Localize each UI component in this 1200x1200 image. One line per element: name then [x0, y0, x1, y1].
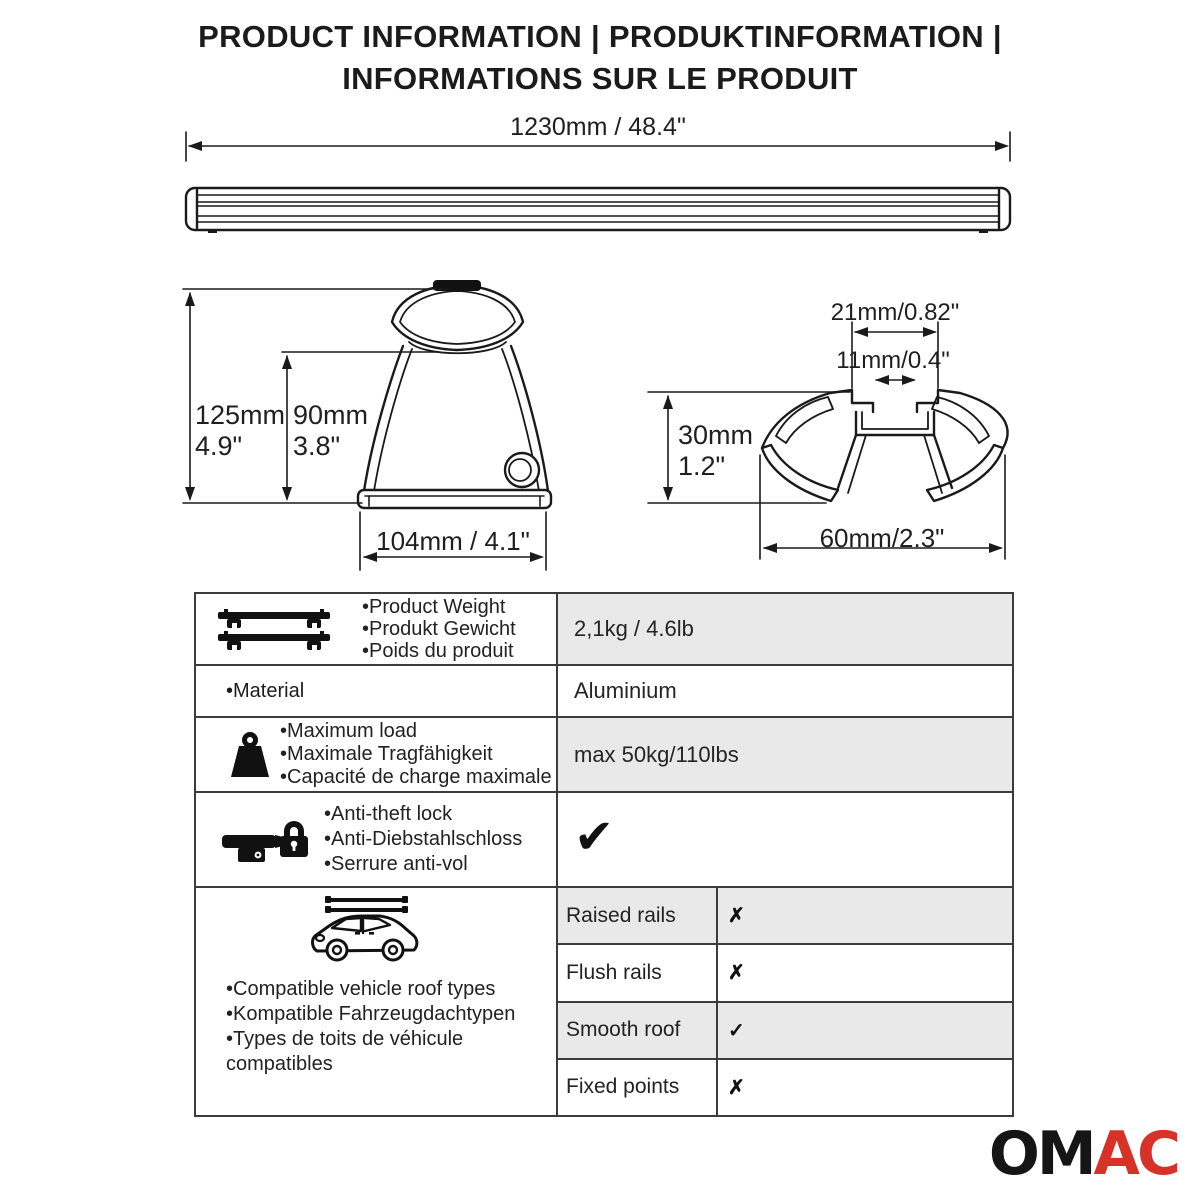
subtable-row-raised-rails: Raised rails ✗ — [558, 888, 1012, 943]
page-title-line2: INFORMATIONS SUR LE PRODUIT — [342, 61, 858, 96]
roof-types-labels: •Compatible vehicle roof types •Kompatible Fahrzeugdachtypen •Types de toits de véhicule compatibles — [226, 978, 516, 1075]
dim-label-slot-outer: 21mm/0.82" — [830, 299, 960, 326]
spec-table — [194, 592, 1014, 1117]
subtable-row-fixed-points: Fixed points ✗ — [558, 1058, 1012, 1115]
table-row-weight — [196, 594, 1012, 664]
subtable-row-flush-rails: Flush rails ✗ — [558, 943, 1012, 1000]
subtable-row-smooth-roof: Smooth roof ✓ — [558, 1001, 1012, 1058]
flush-rails-mark: ✗ — [728, 962, 745, 985]
weight-value: 2,1kg / 4.6lb — [558, 594, 1012, 664]
crossbar-top-view — [186, 188, 1010, 233]
weight-icon — [228, 731, 272, 779]
omac-logo-red: AC — [1093, 1119, 1178, 1189]
page-title-line1: PRODUCT INFORMATION | PRODUKTINFORMATION | — [198, 19, 1002, 54]
dim-label-foot-width: 104mm / 4.1" — [376, 526, 530, 556]
weight-labels: •Product Weight •Produkt Gewicht •Poids du produit — [362, 596, 516, 662]
max-load-value: max 50kg/110lbs — [558, 718, 1012, 791]
anti-theft-labels: •Anti-theft lock •Anti-Diebstahlschloss •Serrure anti-vol — [324, 803, 523, 875]
anti-theft-check: ✔ — [574, 810, 615, 864]
table-row-max-load — [196, 716, 1012, 791]
roof-types-subtable — [558, 888, 1012, 1115]
table-row-anti-theft — [196, 791, 1012, 886]
fixed-points-mark: ✗ — [728, 1076, 745, 1099]
table-row-roof-types — [196, 886, 1012, 1115]
car-roof-rack-icon — [307, 896, 425, 962]
crossbars-icon — [218, 607, 330, 651]
omac-logo-black: OM — [988, 1119, 1094, 1189]
dim-label-slot-inner: 11mm/0.4" — [836, 347, 950, 374]
dim-label-foot-inner-height: 90mm 3.8" — [293, 400, 369, 461]
anti-theft-lock-icon — [222, 815, 310, 865]
max-load-labels: •Maximum load •Maximale Tragfähigkeit •Capacité de charge maximale — [280, 720, 552, 788]
raised-rails-mark: ✗ — [728, 905, 745, 928]
foot-side-view — [358, 280, 551, 508]
dim-label-bar-length: 1230mm / 48.4" — [510, 113, 686, 141]
dim-label-foot-height: 125mm 4.9" — [195, 400, 286, 461]
omac-logo — [988, 1119, 1178, 1189]
table-row-material — [196, 664, 1012, 716]
crossbar-cross-section — [762, 390, 1008, 501]
dim-label-section-width: 60mm/2.3" — [819, 523, 945, 553]
smooth-roof-mark: ✓ — [728, 1019, 745, 1042]
material-label: •Material — [196, 666, 558, 716]
dim-label-section-height: 30mm 1.2" — [678, 420, 754, 481]
material-value: Aluminium — [574, 678, 677, 703]
